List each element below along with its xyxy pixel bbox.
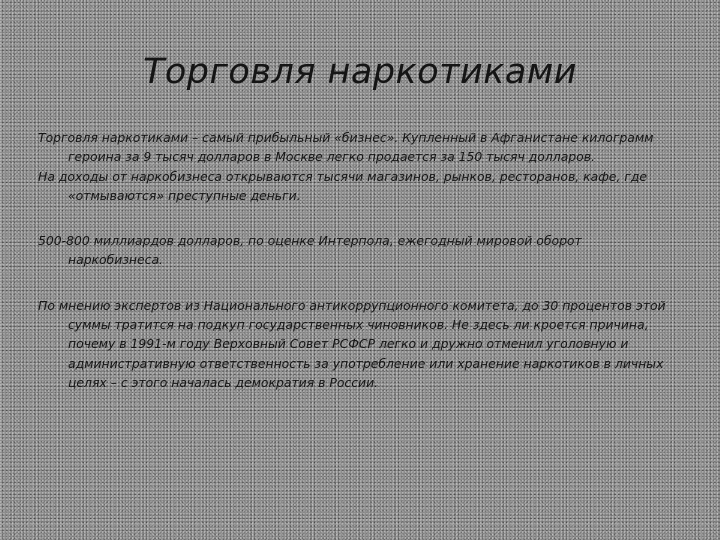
slide-title: Торговля наркотиками xyxy=(143,52,577,92)
spacer xyxy=(38,205,678,231)
paragraph-global-turnover: 500-800 миллиардов долларов, по оценке Интерпола, ежегодный мировой оборот наркобизнеса. xyxy=(38,233,582,268)
spacer xyxy=(38,270,678,296)
paragraph-corruption: По мнению экспертов из Национального антикоррупционного комитета, до 30 процентов этой суммы тратится на подкуп государственных чиновников. Не здесь ли кроется причина, почему в 1991-м году Верховный Совет РСФСР легко и дружно отменил уголовную и административную ответственность за употребление или хранение наркотиков в личных целях – с этого началась демократия в России. xyxy=(38,297,666,390)
slide-body xyxy=(38,128,678,392)
paragraph-drug-trade-profit: Торговля наркотиками – самый прибыльный «бизнес». Купленный в Афганистане килограмм героина за 9 тысяч долларов в Москве легко продается за 150 тысяч долларов. xyxy=(38,130,654,165)
paragraph-money-laundering: На доходы от наркобизнеса открываются тысячи магазинов, рынков, ресторанов, кафе, где «отмываются» преступные деньги. xyxy=(38,168,647,203)
